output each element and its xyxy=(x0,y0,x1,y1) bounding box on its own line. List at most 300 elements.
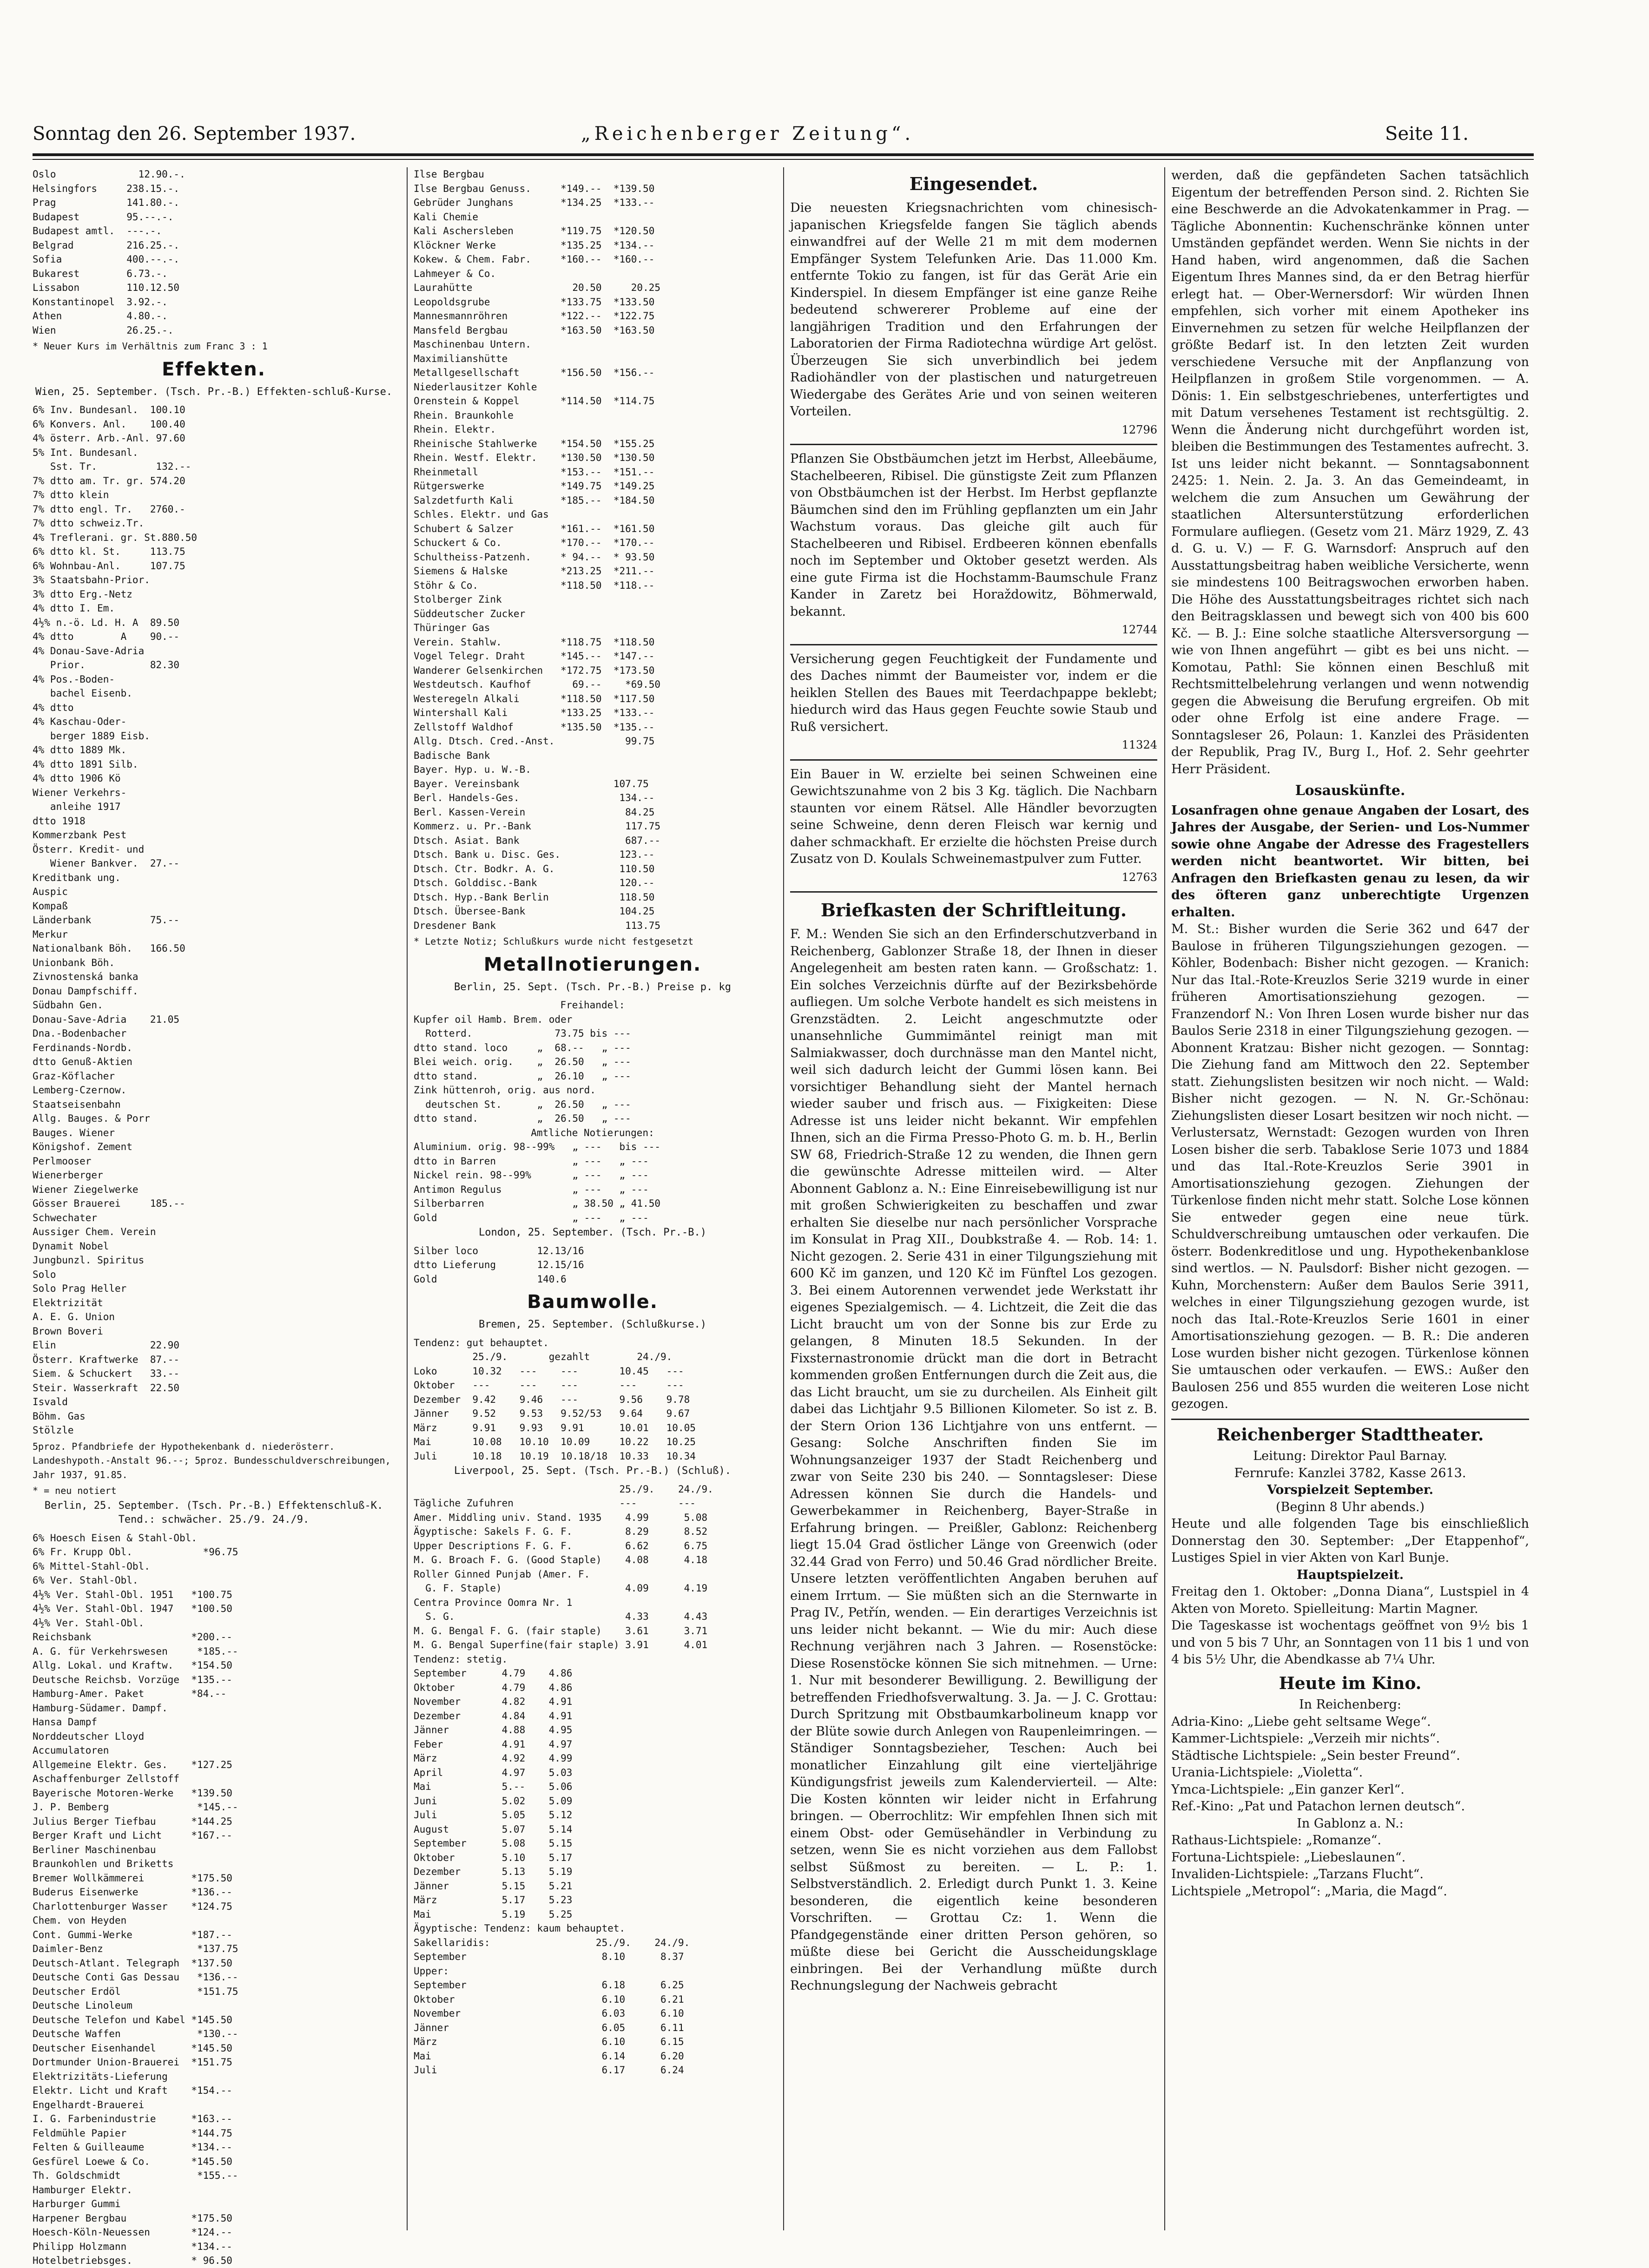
share-row: Rütgerswerke *149.75 *149.25 xyxy=(414,480,655,492)
effekten-row: Österr. Kraftwerke 87.-- xyxy=(33,1354,180,1365)
liverpool-row: M. G. Broach F. G. (Good Staple) 4.08 4.18 xyxy=(414,1554,708,1565)
effekten-row: 4% Pos.-Boden- xyxy=(33,673,185,685)
berlin-row: Chem. von Heyden xyxy=(33,1915,203,1926)
bauer-text: Ein Bauer in W. erzielte bei seinen Schweinen eine Gewichtszunahme von 2 bis 3 Kg. täglich. Die Nachbarn staunten vor einem Rätsel. Alle Händler bevorzugten seine Schweine, denn deren Fleisch war kernig und daher schmackhaft. Er erzielte die höchsten Preise durch Zusatz von D. Koulals Schweinemastpulver zum Futter. xyxy=(790,767,1157,866)
metall-row: Kupfer oil Hamb. Brem. oder xyxy=(414,1013,573,1025)
column-divider xyxy=(1164,167,1165,2230)
liverpool-row: G. F. Staple) 4.09 4.19 xyxy=(414,1583,708,1594)
effekten-row: 6% Inv. Bundesanl. 100.10 xyxy=(33,404,185,415)
effekten-row: anleihe 1917 xyxy=(33,801,185,812)
effekten-row: A. E. G. Union xyxy=(33,1311,185,1322)
share-row: Salzdetfurth Kali *185.-- *184.50 xyxy=(414,494,655,506)
effekten-row: Länderbank 75.-- xyxy=(33,914,180,926)
effekten-row: 4% dtto xyxy=(33,702,185,713)
share-row: Schuckert & Co. *170.-- *170.-- xyxy=(414,537,655,548)
berlin-row: Deutscher Eisenhandel *145.50 xyxy=(33,2042,232,2054)
effekten-row: Zivnostenská banka xyxy=(33,971,185,982)
effekten-row: dtto 1918 xyxy=(33,815,185,827)
berlin-row: 6% Mittel-Stahl-Obl. xyxy=(33,1560,203,1572)
upper-row: November 6.03 6.10 xyxy=(414,2008,684,2019)
currency-row: Athen 4.80.-. xyxy=(33,310,168,322)
metall-row: dtto stand. „ 26.50 „ --- xyxy=(414,1113,631,1124)
kino-row: Rathaus-Lichtspiele: „Romanze“. xyxy=(1171,1833,1381,1847)
effekten-row: Königshof. Zement xyxy=(33,1141,185,1152)
effekten-row: 4% dtto 1906 Kö xyxy=(33,773,185,784)
kino-row: Fortuna-Lichtspiele: „Liebeslaunen“. xyxy=(1171,1850,1406,1865)
currency-row: Konstantinopel 3.92.-. xyxy=(33,296,168,308)
effekten-row: Wiener Bankver. 27.-- xyxy=(33,858,180,869)
effekten-row: Böhm. Gas xyxy=(33,1410,185,1422)
effekten-row: Dynamit Nobel xyxy=(33,1240,185,1252)
share-row: Kokew. & Chem. Fabr. *160.-- *160.-- xyxy=(414,254,655,265)
upper-head: Upper: xyxy=(414,1965,449,1977)
berlin-row: Aschaffenburger Zellstoff xyxy=(33,1773,203,1784)
column-divider xyxy=(783,167,784,2230)
monthly-row: Dezember 4.84 4.91 xyxy=(414,1710,573,1722)
berlin-row: Th. Goldschmidt *155.-- xyxy=(33,2170,238,2181)
share-row: Gebrüder Junghans *134.25 *133.-- xyxy=(414,197,655,208)
bauer-id: 12763 xyxy=(1121,870,1157,884)
effekten-row: berger 1889 Eisb. xyxy=(33,730,185,742)
kino-row: Ymca-Lichtspiele: „Ein ganzer Kerl“. xyxy=(1171,1782,1405,1797)
share-row: Bayer. Vereinsbank 107.75 xyxy=(414,778,649,789)
share-row: Rhein. Westf. Elektr. *130.50 *130.50 xyxy=(414,452,655,463)
spielzeit-head: Hauptspielzeit. xyxy=(1296,1567,1404,1582)
metall-row: Blei weich. orig. „ 26.50 „ --- xyxy=(414,1056,631,1067)
berlin-row: Gesfürel Loewe & Co. *145.50 xyxy=(33,2156,232,2167)
currency-row: Budapest 95.--.-. xyxy=(33,211,174,223)
tendenz-stetig: Tendenz: stetig. xyxy=(414,1653,508,1665)
effekten-row: 7% dtto am. Tr. gr. 574.20 xyxy=(33,475,185,486)
share-row: Klöckner Werke *135.25 *134.-- xyxy=(414,239,655,251)
share-row: Ilse Bergbau xyxy=(414,169,613,180)
berlin-row: Felten & Guilleaume *134.-- xyxy=(33,2142,232,2153)
amtliche-row: Gold „ --- „ --- xyxy=(414,1212,649,1223)
berlin-row: Cont. Gummi-Werke *187.-- xyxy=(33,1929,232,1940)
share-row: Rheinische Stahlwerke *154.50 *155.25 xyxy=(414,438,655,449)
kino-row: Ref.-Kino: „Pat und Patachon lernen deutsch“. xyxy=(1171,1799,1465,1814)
metall-row: deutschen St. „ 26.50 „ --- xyxy=(414,1098,631,1110)
effekten-row: Prior. 82.30 xyxy=(33,659,180,671)
pfandbrief-note: * = neu notiert xyxy=(33,1485,117,1496)
liverpool-row: Centra Province Oomra Nr. 1 xyxy=(414,1597,573,1608)
share-row: Schubert & Salzer *161.-- *161.50 xyxy=(414,523,655,534)
kino-row: Adria-Kino: „Liebe geht seltsame Wege“. xyxy=(1171,1714,1431,1729)
theater-text: Heute und alle folgenden Tage bis einschließlich Donnerstag den 30. September: „Der Etappenhof“, Lustiges Spiel in vier Akten von Karl Bunje. xyxy=(1171,1517,1529,1565)
effekten-row: Allg. Bauges. & Porr xyxy=(33,1113,185,1124)
effekten-row: Bauges. Wiener xyxy=(33,1127,185,1138)
berlin-row: Bayerische Motoren-Werke *139.50 xyxy=(33,1787,232,1799)
sakellaridis-row: September 8.10 8.37 xyxy=(414,1951,684,1962)
monthly-row: September 5.08 5.15 xyxy=(414,1838,573,1849)
liverpool-table xyxy=(414,1496,772,1652)
article-divider xyxy=(790,444,1157,445)
losanfragen-text: M. St.: Bisher wurden die Serie 362 und 647 der Baulose in früheren Tilgungsziehungen gezogen. — Köhler, Bodenbach: Bisher nicht gezogen. — Kranich: Nur das Ital.-Rote-Kreuzlos Serie 3219 wurde in einer früheren Amortisationsziehung gezogen. — Franzendorf N.: Von Ihren Losen wurde bisher nur das Baulos Serie 2318 in einer Tilgungsziehung gezogen. — Abonnent Kratzau: Bisher nicht gezogen. — Sonntag: Die Ziehung fand am Mittwoch den 22. September statt. Ziehungslisten besitzen wir noch nicht. — Wald: Bisher nicht gezogen. — N. N. Gr.-Schönau: Ziehungslisten dieser Losart besitzen wir noch nicht. — Verlustersatz, Wernstadt: Gezogen wurden von Ihren Losen bisher die serb. Tabaklose Serie 1073 und 1884 und das Ital.-Rote-Kreuzlos Serie 3901 in Amortisationsziehung gezogen. Ziehungen der Türkenlose finden nicht mehr statt. Solche Lose können Sie entweder gegen eine neue türk. Schuldverschreibung umtauschen oder verkaufen. Die österr. Bodenkreditlose und ung. Hypothekenbanklose sind wertlos. — N. Paulsdorf: Bisher nicht gezogen. — Kuhn, Morchenstern: Außer dem Baulos Serie 3911, welches in einer Tilgungsziehung gezogen wurde, ist noch das Ital.-Rote-Kreuzlos Serie 1601 in einer Amortisationsziehung gezogen. — B. R.: Die anderen Lose wurden bisher nicht gezogen. Türkenlose können Sie umtauschen oder verkaufen. — EWS.: Außer den Baulosen 256 und 855 wurden die weiteren Lose nicht gezogen. xyxy=(1171,922,1529,1411)
effekten-row: Kompaß xyxy=(33,900,185,912)
effekten-row: Kommerzbank Pest xyxy=(33,829,185,841)
share-row: Zellstoff Waldhof *135.50 *135.-- xyxy=(414,721,655,733)
effekten-row: Brown Boveri xyxy=(33,1325,185,1337)
monthly-row: November 4.82 4.91 xyxy=(414,1696,573,1707)
effekten-row: 3% dtto Erg.-Netz xyxy=(33,588,185,600)
share-row: Niederlausitzer Kohle xyxy=(414,381,613,393)
article-divider xyxy=(1171,1419,1529,1420)
berlin-row: Berger Kraft und Licht *167.-- xyxy=(33,1830,232,1841)
monthly-row: Oktober 4.79 4.86 xyxy=(414,1682,573,1693)
share-row: Bayer. Hyp. u. W.-B. xyxy=(414,764,613,775)
effekten-row: 3% Staatsbahn-Prior. xyxy=(33,574,185,585)
effekten-row: Aussiger Chem. Verein xyxy=(33,1226,185,1237)
monthly-row: Mai 5.19 5.25 xyxy=(414,1908,573,1920)
upper-row: September 6.18 6.25 xyxy=(414,1979,684,1991)
monthly-row: März 5.17 5.23 xyxy=(414,1894,573,1906)
share-row: Rhein. Braunkohle xyxy=(414,409,613,421)
share-row: Berl. Kassen-Verein 84.25 xyxy=(414,806,655,818)
amtliche-row: Silberbarren „ 38.50 „ 41.50 xyxy=(414,1198,661,1209)
liverpool-row: Tägliche Zufuhren --- --- xyxy=(414,1498,696,1509)
effekten-row: Nationalbank Böh. 166.50 xyxy=(33,943,185,954)
effekten-row: Kreditbank ung. xyxy=(33,872,185,883)
share-row: Metallgesellschaft *156.50 *156.-- xyxy=(414,367,655,378)
share-row: Westeregeln Alkali *118.50 *117.50 xyxy=(414,693,655,704)
currency-row: Oslo 12.90.-. xyxy=(33,169,185,180)
column-4 xyxy=(1171,167,1529,2212)
berlin-row: Buderus Eisenwerke *136.-- xyxy=(33,1887,232,1898)
upper-row: Oktober 6.10 6.21 xyxy=(414,1993,684,2005)
effekten-row: Schwechater xyxy=(33,1212,185,1223)
effekten-row: 6% Konvers. Anl. 100.40 xyxy=(33,418,185,430)
berlin-row: Hamburger Elektr. xyxy=(33,2184,203,2196)
effekten-row: Merkur xyxy=(33,928,185,940)
effekten-row: dtto Genuß-Aktien xyxy=(33,1056,185,1067)
eingesendet-id: 12796 xyxy=(1121,423,1157,436)
effekten-row: Donau-Save-Adria 21.05 xyxy=(33,1013,180,1025)
share-row: Schultheiss-Patzenh. * 94.-- * 93.50 xyxy=(414,551,655,563)
effekten-row: 4% dtto 1891 Silb. xyxy=(33,758,185,770)
berlin-row: Reichsbank *200.-- xyxy=(33,1631,232,1643)
sakellaridis-head: Sakellaridis: 25./9. 24./9. xyxy=(414,1937,690,1948)
share-row: Dtsch. Asiat. Bank 687.-- xyxy=(414,835,661,846)
kino-gablonz-list xyxy=(1171,1832,1529,1900)
pflanzen-id: 12744 xyxy=(1121,623,1157,636)
effekten-row: 4% Treflerani. gr. St.880.50 xyxy=(33,532,198,543)
shares-table xyxy=(414,167,772,933)
header-rule xyxy=(33,153,1534,156)
column-3 xyxy=(790,167,1157,2212)
monthly-row: März 4.92 4.99 xyxy=(414,1753,573,1764)
london-row: dtto Lieferung 12.15/16 xyxy=(414,1259,584,1270)
berlin-table xyxy=(33,1531,395,2268)
share-row: Allg. Dtsch. Cred.-Anst. 99.75 xyxy=(414,736,655,747)
currency-table xyxy=(33,167,395,337)
metall-row: Zink hüttenroh, orig. aus nord. xyxy=(414,1085,596,1096)
effekten-row: Donau Dampfschiff. xyxy=(33,985,185,997)
currency-row: Budapest amtl. ---.-. xyxy=(33,225,162,237)
metall-row: dtto stand. loco „ 68.-- „ --- xyxy=(414,1042,631,1053)
effekten-row: 6% Wohnbau-Anl. 107.75 xyxy=(33,560,185,572)
berlin-row: Julius Berger Tiefbau *144.25 xyxy=(33,1815,232,1827)
effekten-row: 5% Int. Bundesanl. xyxy=(33,447,185,458)
bremen-row: Jänner 9.52 9.53 9.52/53 9.64 9.67 xyxy=(414,1408,690,1419)
effekten-row: Auspic xyxy=(33,886,185,897)
berlin-row: Deutsch-Atlant. Telegraph *137.50 xyxy=(33,1957,232,1969)
berlin-row: 6% Fr. Krupp Obl. *96.75 xyxy=(33,1546,238,1558)
kino-row: Urania-Lichtspiele: „Violetta“. xyxy=(1171,1765,1363,1780)
effekten-row: Steir. Wasserkraft 22.50 xyxy=(33,1382,180,1394)
upper-table xyxy=(414,1978,772,2077)
theater-vorstellung: Vorspielzeit September. xyxy=(1266,1483,1434,1497)
kino-row: Invaliden-Lichtspiele: „Tarzans Flucht“. xyxy=(1171,1867,1424,1881)
newspaper-name: „Reichenberger Zeitung“. xyxy=(581,123,915,145)
effekten-title: Effekten. xyxy=(162,358,266,380)
effekten-row: Solo Prag Heller xyxy=(33,1283,185,1294)
bremen-row: März 9.91 9.93 9.91 10.01 10.05 xyxy=(414,1422,696,1433)
upper-row: Mai 6.14 6.20 xyxy=(414,2050,684,2062)
berlin-row: Elektr. Licht und Kraft *154.-- xyxy=(33,2085,232,2096)
briefkasten-title: Briefkasten der Schriftleitung. xyxy=(820,900,1127,920)
theater-beginn: (Beginn 8 Uhr abends.) xyxy=(1275,1499,1425,1514)
amtliche-table xyxy=(414,1140,772,1225)
share-row: Süddeutscher Zucker xyxy=(414,608,613,619)
currency-row: Prag 141.80.-. xyxy=(33,197,180,208)
effekten-row: Dna.-Bodenbacher xyxy=(33,1028,185,1039)
share-row: Maximilianshütte xyxy=(414,353,613,364)
berlin-row: Deutsche Reichsb. Vorzüge *135.-- xyxy=(33,1674,232,1685)
berlin-row: Deutsche Telefon und Kabel *145.50 xyxy=(33,2014,232,2025)
effekten-subtitle: Wien, 25. September. (Tsch. Pr.-B.) Effekten-schluß-Kurse. xyxy=(35,386,393,398)
share-row: Siemens & Halske *213.25 *211.-- xyxy=(414,565,655,577)
page-number: Seite 11. xyxy=(1385,123,1469,145)
metall-subtitle: Berlin, 25. Sept. (Tsch. Pr.-B.) Preise p. kg xyxy=(454,981,732,993)
pfandbrief-text: 5proz. Pfandbriefe der Hypothekenbank d. niederösterr. Landeshypoth.-Anstalt 96.--; 5proz. Bundesschuldverschreibungen, Jahr 1937, 91.85. xyxy=(33,1440,391,1480)
effekten-row: Elin 22.90 xyxy=(33,1340,180,1351)
berlin-row: 4½% Ver. Stahl-Obl. 1951 *100.75 xyxy=(33,1589,232,1600)
berlin-row: Philipp Holzmann *134.-- xyxy=(33,2241,232,2252)
bremen-row: Oktober --- --- --- --- --- xyxy=(414,1380,684,1391)
liverpool-row: S. G. 4.33 4.43 xyxy=(414,1611,708,1622)
liverpool-row: Roller Ginned Punjab (Amer. F. xyxy=(414,1568,590,1580)
liverpool-subtitle: Liverpool, 25. Sept. (Tsch. Pr.-B.) (Schluß). xyxy=(454,1465,732,1477)
amtliche-row: Nickel rein. 98--99% „ --- „ --- xyxy=(414,1170,649,1181)
effekten-row: Perlmooser xyxy=(33,1155,185,1167)
upper-row: Juli 6.17 6.24 xyxy=(414,2064,684,2076)
share-row: Maschinenbau Untern. xyxy=(414,339,613,350)
share-row: Wanderer Gelsenkirchen *172.75 *173.50 xyxy=(414,664,655,676)
effekten-row: Jungbunzl. Spiritus xyxy=(33,1255,185,1266)
eingesendet-text: Die neuesten Kriegsnachrichten vom chinesisch-japanischen Kriegsfelde fangen Sie täglich abends einwandfrei auf der Welle 21 m mit dem modernen Empfänger System Telefunken Arie. Das 11.000 Km. entfernte Tokio zu fangen, ist für das Gerät Arie ein Kinderspiel. In diesem Empfänger ist eine ganze Reihe bedeutend schwererer Probleme auf eine der langjährigen Tradition und den Erfahrungen der Laboratorien der Firma Radiotechna würdige Art gelöst. Überzeugen Sie sich unverbindlich bei jedem Radiohändler von der plastischen und naturgetreuen Wiedergabe des Gerätes Arie und von seinen weiteren Vorteilen. xyxy=(790,201,1157,419)
london-row: Silber loco 12.13/16 xyxy=(414,1245,584,1256)
berlin-row: Harburger Gummi xyxy=(33,2198,203,2209)
upper-row: Jänner 6.05 6.11 xyxy=(414,2022,684,2033)
bremen-row: Juli 10.18 10.19 10.18/18 10.33 10.34 xyxy=(414,1450,696,1462)
share-row: Rheinmetall *153.-- *151.-- xyxy=(414,466,655,478)
share-row: Orenstein & Koppel *114.50 *114.75 xyxy=(414,395,655,407)
berlin-row: I. G. Farbenindustrie *163.-- xyxy=(33,2113,232,2124)
bremen-row: Mai 10.08 10.10 10.09 10.22 10.25 xyxy=(414,1436,696,1447)
effekten-row: 7% dtto engl. Tr. 2760.- xyxy=(33,503,185,515)
liverpool-row: M. G. Bengal Superfine(fair staple) 3.91 4.01 xyxy=(414,1639,708,1650)
effekten-row: Gösser Brauerei 185.-- xyxy=(33,1198,185,1209)
effekten-row: Südbahn Gen. xyxy=(33,999,185,1011)
berlin-row: J. P. Bemberg *145.-- xyxy=(33,1801,238,1813)
share-row: Kali Aschersleben *119.75 *120.50 xyxy=(414,225,655,237)
monthly-row: Juli 5.05 5.12 xyxy=(414,1809,573,1821)
liverpool-head: 25./9. 24./9. xyxy=(414,1483,713,1495)
berlin-row: Accumulatoren xyxy=(33,1745,203,1756)
metall-table xyxy=(414,1012,772,1126)
effekten-row: Isvald xyxy=(33,1396,185,1407)
liverpool-row: M. G. Bengal F. G. (fair staple) 3.61 3.71 xyxy=(414,1625,708,1637)
effekten-row: Graz-Köflacher xyxy=(33,1070,185,1082)
currency-row: Lissabon 110.12.50 xyxy=(33,282,180,293)
berlin-row: Braunkohlen und Briketts xyxy=(33,1858,203,1869)
header-rule-thin xyxy=(33,159,1534,160)
amtliche-row: Aluminium. orig. 98--99% „ --- bis --- xyxy=(414,1141,661,1152)
effekten-row: 4½% n.-ö. Ld. H. A 89.50 xyxy=(33,617,180,628)
liverpool-row: Ägyptische: Sakels F. G. F. 8.29 8.52 xyxy=(414,1526,708,1537)
effekten-row: Wiener Ziegelwerke xyxy=(33,1183,185,1195)
currency-note: * Neuer Kurs im Verhältnis zum Franc 3 : 1 xyxy=(33,341,268,352)
effekten-row: 6% dtto kl. St. 113.75 xyxy=(33,546,185,557)
monthly-row: September 4.79 4.86 xyxy=(414,1668,573,1679)
berlin-row: 4½% Ver. Stahl-Obl. xyxy=(33,1617,203,1629)
share-row: Stolberger Zink xyxy=(414,594,613,605)
effekten-row: 4% Kaschau-Oder- xyxy=(33,716,185,727)
losanfragen-intro: Losanfragen ohne genaue Angaben der Losart, des Jahres der Ausgabe, der Serien- und Los-Nummer sowie ohne Angabe der Adresse des Fragestellers werden nicht beantwortet. Wir bitten, bei Anfragen den Briefkasten genau zu lesen, da wir des öfteren ganz unberechtigte Urgenzen erhalten. xyxy=(1171,803,1529,920)
share-row: Vogel Telegr. Draht *145.-- *147.-- xyxy=(414,651,655,662)
currency-row: Sofia 400.--.-. xyxy=(33,254,180,265)
bremen-subtitle: Bremen, 25. September. (Schlußkurse.) xyxy=(478,1319,707,1330)
berlin-row: Hamburg-Südamer. Dampf. xyxy=(33,1702,203,1714)
share-row: Dresdener Bank 113.75 xyxy=(414,920,661,931)
effekten-row: Wiener Verkehrs- xyxy=(33,787,185,798)
share-row: Dtsch. Übersee-Bank 104.25 xyxy=(414,906,655,917)
effekten-row: Österr. Kredit- und xyxy=(33,843,185,855)
baumwolle-title: Baumwolle. xyxy=(527,1291,658,1313)
berlin-subtitle: Berlin, 25. September. (Tsch. Pr.-B.) Effektenschluß-K. Tend.: schwächer. 25./9. 24./9. xyxy=(44,1499,383,1525)
effekten-row: Siem. & Schuckert 33.-- xyxy=(33,1368,180,1379)
theater-phone: Fernrufe: Kanzlei 3782, Kasse 2613. xyxy=(1234,1466,1466,1480)
currency-row: Wien 26.25.-. xyxy=(33,324,174,336)
effekten-row: 7% dtto schweiz.Tr. xyxy=(33,518,185,529)
share-row: Stöhr & Co. *118.50 *118.-- xyxy=(414,579,655,591)
monthly-row: Dezember 5.13 5.19 xyxy=(414,1866,573,1877)
berlin-row: Hoesch-Köln-Neuessen *124.-- xyxy=(33,2227,232,2238)
column-divider xyxy=(407,167,408,2230)
kino-row: Lichtspiele „Metropol“: „Maria, die Magd“. xyxy=(1171,1884,1447,1899)
berlin-row: Norddeutscher Lloyd xyxy=(33,1730,203,1742)
metall-sub-head: Freihandel: xyxy=(560,999,625,1011)
share-row: Badische Bank xyxy=(414,749,613,761)
share-row: Leopoldsgrube *133.75 *133.50 xyxy=(414,296,655,308)
berlin-row: Harpener Bergbau *175.50 xyxy=(33,2212,232,2224)
berlin-row: Bremer Wollkämmerei *175.50 xyxy=(33,1872,232,1884)
kino-title: Heute im Kino. xyxy=(1279,1673,1422,1693)
effekten-row: bachel Eisenb. xyxy=(33,688,185,699)
versicherung-id: 11324 xyxy=(1121,738,1157,751)
sakellaridis-table xyxy=(414,1950,772,1964)
effekten-row: 7% dtto klein xyxy=(33,489,185,500)
effekten-row: 4% Donau-Save-Adria xyxy=(33,645,185,657)
page-header xyxy=(33,118,1469,151)
monthly-row: Jänner 5.15 5.21 xyxy=(414,1880,573,1892)
effekten-row: Staatseisenbahn xyxy=(33,1098,185,1110)
monthly-row: Jänner 4.88 4.95 xyxy=(414,1724,573,1736)
london-subtitle: London, 25. September. (Tsch. Pr.-B.) xyxy=(478,1227,707,1238)
metall-row: dtto stand. „ 26.10 „ --- xyxy=(414,1070,631,1082)
effekten-row: Wienerberger xyxy=(33,1170,185,1181)
effekten-row: Unionbank Böh. xyxy=(33,957,185,968)
effekten-row: Solo xyxy=(33,1269,185,1280)
london-table xyxy=(414,1244,772,1287)
upper-row: März 6.10 6.15 xyxy=(414,2036,684,2047)
share-row: Wintershall Kali *133.25 *133.-- xyxy=(414,707,655,718)
bremen-row: Loko 10.32 --- --- 10.45 --- xyxy=(414,1365,684,1377)
kino-row: Städtische Lichtspiele: „Sein bester Freund“. xyxy=(1171,1748,1460,1763)
effekten-row: Ferdinands-Nordb. xyxy=(33,1042,185,1053)
berlin-row: Hamburg-Amer. Paket *84.-- xyxy=(33,1688,227,1699)
monthly-row: April 4.97 5.03 xyxy=(414,1767,573,1778)
metall-row: Rotterd. 73.75 bis --- xyxy=(414,1028,631,1039)
berlin-row: Allg. Lokal. und Kraftw. *154.50 xyxy=(33,1660,232,1671)
share-row: Ilse Bergbau Genuss. *149.-- *139.50 xyxy=(414,183,655,194)
berlin-row: Dortmunder Union-Brauerei *151.75 xyxy=(33,2057,232,2068)
kino-reichenberg-list xyxy=(1171,1714,1529,1815)
article-divider xyxy=(790,759,1157,761)
berlin-row: Berliner Maschinenbau xyxy=(33,1844,203,1855)
share-row: Westdeutsch. Kaufhof 69.-- *69.50 xyxy=(414,679,661,690)
share-row: Mannesmannröhren *122.-- *122.75 xyxy=(414,310,655,322)
effekten-row: 4% österr. Arb.-Anl. 97.60 xyxy=(33,433,185,444)
share-row: Schles. Elektr. und Gas xyxy=(414,509,613,520)
effekten-table xyxy=(33,403,395,1438)
berlin-row: Deutsche Linoleum xyxy=(33,2000,203,2011)
currency-row: Helsingfors 238.15.-. xyxy=(33,183,180,194)
share-row: Verein. Stahlw. *118.75 *118.50 xyxy=(414,636,655,648)
berlin-row: Deutsche Conti Gas Dessau *136.-- xyxy=(33,1972,238,1983)
berlin-row: Daimler-Benz *137.75 xyxy=(33,1943,238,1954)
effekten-row: Stölzle xyxy=(33,1425,185,1436)
share-row: Dtsch. Ctr. Bodkr. A. G. 110.50 xyxy=(414,863,655,874)
amtliche-head: Amtliche Notierungen: xyxy=(531,1127,654,1138)
shares-note: * Letzte Notiz; Schlußkurs wurde nicht festgesetzt xyxy=(414,936,694,947)
share-row: Kommerz. u. Pr.-Bank 117.75 xyxy=(414,821,661,832)
currency-row: Bukarest 6.73.-. xyxy=(33,268,168,279)
berlin-row: A. G. für Verkehrswesen *185.-- xyxy=(33,1645,238,1657)
london-row: Gold 140.6 xyxy=(414,1273,567,1285)
share-row: Thüringer Gas xyxy=(414,622,613,633)
liverpool-row: Upper Descriptions F. G. F. 6.62 6.75 xyxy=(414,1540,708,1551)
berlin-row: Charlottenburger Wasser *124.75 xyxy=(33,1900,232,1912)
berlin-row: Hotelbetriebsges. * 96.50 xyxy=(33,2255,232,2266)
monthly-row: August 5.07 5.14 xyxy=(414,1823,573,1835)
monthly-table xyxy=(414,1666,772,1921)
berlin-row: Elektrizitäts-Lieferung xyxy=(33,2071,203,2082)
berlin-row: Deutsche Waffen *130.-- xyxy=(33,2028,238,2039)
monthly-row: Mai 5.-- 5.06 xyxy=(414,1781,573,1792)
monthly-row: Juni 5.02 5.09 xyxy=(414,1795,573,1807)
bremen-head: 25./9. gezahlt 24./9. xyxy=(414,1351,673,1362)
bremen-tendenz: Tendenz: gut behauptet. xyxy=(414,1337,549,1348)
effekten-row: 4% dtto I. Em. xyxy=(33,603,185,614)
share-row: Kali Chemie xyxy=(414,211,613,223)
metall-title: Metallnotierungen. xyxy=(483,953,702,975)
share-row: Dtsch. Golddisc.-Bank 120.-- xyxy=(414,877,655,888)
share-row: Lahmeyer & Co. xyxy=(414,268,613,279)
bremen-row: Dezember 9.42 9.46 --- 9.56 9.78 xyxy=(414,1394,690,1405)
eingesendet-title: Eingesendet. xyxy=(909,173,1038,194)
effekten-row: Lemberg-Czernow. xyxy=(33,1085,185,1096)
